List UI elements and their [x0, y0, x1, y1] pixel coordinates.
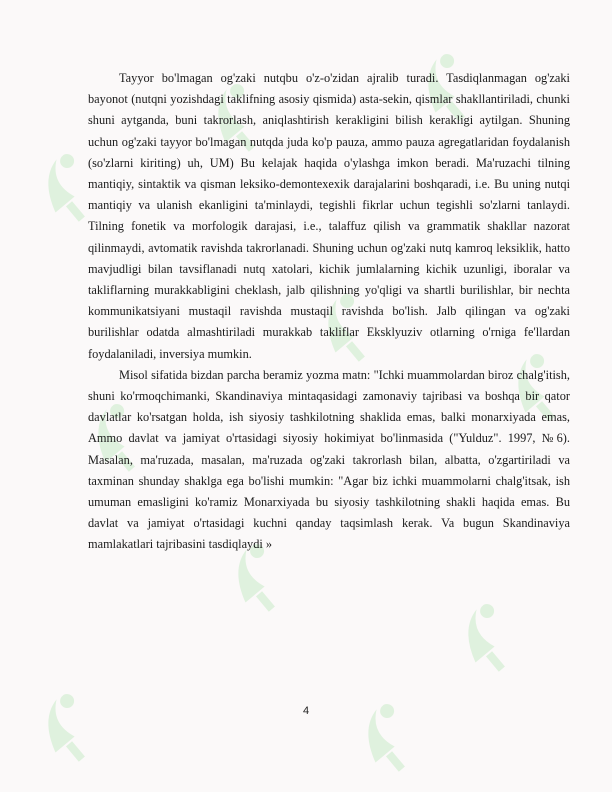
page-number: 4 — [302, 705, 310, 717]
sof-logo-watermark-icon — [10, 670, 120, 780]
sof-logo-watermark-icon — [430, 580, 540, 690]
paragraph-2: Misol sifatida bizdan parcha beramiz yozma matn: "Ichki muammolardan biroz chalg'itish, shuni ko'rmoqchimanki, Skandinaviya mintaqasidagi zamonaviy tajribasi va boshqa bir qator davlatlar ko'rsatgan holda, ish siyosiy tashkilotning shaklida emas, balki monarxiyada emas, Ammo davlat va jamiyat o'rtasidagi siyosiy hokimiyat bo'linmasida ("Yulduz". 1997, №6). Masalan, ma'ruzada, masalan, ma'ruzada og'zaki takrorlash bilan, albatta, o'zgartiriladi va taxminan shunday shaklga ega bo'lishi mumkin: "Agar biz ichki muammolarni chalg'itsak, ish umuman emasligini ko'ramiz Monarxiyada bu siyosiy tashkilotning shakli haqida emas. Bu davlat va jamiyat o'rtasidagi kuchni qanday taqsimlash kerak. Va bugun Skandinaviya mamlakatlari tajribasini tasdiqlaydi » — [88, 367, 570, 552]
paragraph-1: Tayyor bo'lmagan og'zaki nutqbu o'z-o'zidan ajralib turadi. Tasdiqlanmagan og'zaki bayonot (nutqni yozishdagi taklifning asosiy qismida) asta-sekin, qismlar shakllantiriladi, chunki shuni aytganda, buni takrorlash, aniqlashtirish kerakligini bilish kerakligi aytilgan. Shuning uchun og'zaki tayyor bo'lmagan nutqda juda ko'p pauza, ammo pauza agregatlaridan foydalanish (so'zlarni kiriting) uh, UM) Bu kelajak haqida o'ylashga imkon beradi. Ma'ruzachi tilning mantiqiy, sintaktik va qisman leksiko-demontexexik darajalarini boshqaradi, i.e. Bu uning nutqi mantiqiy va ulanish ekanligini ta'minlaydi, tegishli fikrlar uchun tegishli so'zlarni tanlaydi. Tilning fonetik va morfologik darajasi, i.e., talaffuz qilish va grammatik shakllar nazorat qilinmaydi, avtomatik ravishda takrorlanadi. Shuning uchun og'zaki nutq kamroq leksiklik, hatto mavjudligi bilan tavsiflanadi nutq xatolari, kichik jumlalarning kichik uzunligi, iboralar va takliflarning murakkabligini cheklash, jalb qilishning yo'qligi va shartli burilishlar, bir nechta kommunikatsiyani mustaqil ravishda mustaqil ravishda bo'lish. Jalb qilingan va og'zaki burilishlar odatda almashtiriladi murakkab takliflar Eksklyuziv otlarning o'rniga fe'llardan foydalaniladi, inversiya mumkin. — [88, 71, 570, 361]
document-body — [88, 68, 570, 556]
sof-logo-watermark-icon — [330, 680, 440, 790]
